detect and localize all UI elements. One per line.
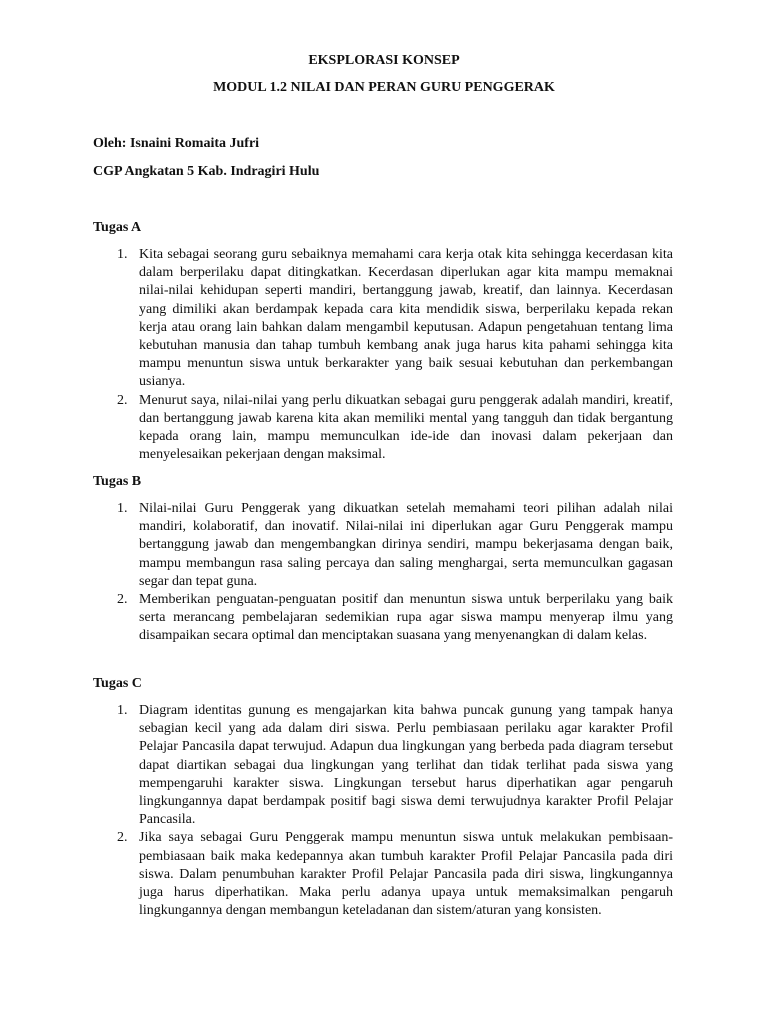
list-item-number: 2. (117, 592, 128, 608)
list-item-text: Diagram identitas gunung es mengajarkan kita bahwa puncak gunung yang tampak hanya sebagian kecil yang ada dalam diri siswa. Perlu pembiasaan perilaku agar karakter Profil Pelajar Pancasila dapat terwujud. Adapun dua lingkungan yang berbeda pada diagram tersebut dapat diartikan sebagai dua lingkungan yang terlihat dan tidak terlihat pada siswa yang mempengaruhi karakter siswa. Lingkungan tersebut harus diperhatikan agar pengaruh lingkungannya dapat berdampak positif bagi siswa demi terwujudnya karakter Profil Pelajar Pancasila. (139, 703, 673, 828)
list-item-text: Menurut saya, nilai-nilai yang perlu dikuatkan sebagai guru penggerak adalah mandiri, kreatif, dan bertanggung jawab karena kita akan memiliki mental yang tangguh dan tidak bergantung kepada orang lain, mampu memunculkan ide-ide dan inovasi dalam pekerjaan dan menyelesaikan pekerjaan dengan maksimal. (139, 392, 673, 463)
section-list-tugas-c (0, 702, 768, 920)
list-item-number: 1. (117, 501, 128, 516)
document-title: EKSPLORASI KONSEP (308, 53, 460, 68)
list-item-number: 1. (117, 703, 128, 718)
list-item-text: Jika saya sebagai Guru Penggerak mampu menuntun siswa untuk melakukan pembisaan-pembiasaan baik maka kedepannya akan tumbuh karakter Profil Pelajar Pancasila pada diri siswa. Dalam penumbuhan karakter Profil Pelajar Pancasila pada diri siswa, lingkungannya juga harus diperhatikan. Maka perlu adanya upaya untuk memaksimalkan pengaruh lingkungannya dengan membangun keteladanan dan sistem/aturan yang konsisten. (139, 830, 673, 919)
list-item (117, 702, 673, 829)
cohort-line: CGP Angkatan 5 Kab. Indragiri Hulu (93, 164, 320, 179)
list-item (117, 591, 673, 646)
list-item (117, 392, 673, 465)
list-item-number: 2. (117, 392, 128, 408)
list-item-text: Nilai-nilai Guru Penggerak yang dikuatkan setelah memahami teori pilihan adalah nilai mandiri, kolaboratif, dan inovatif. Nilai-nilai ini diperlukan agar Guru Penggerak mampu bertanggung jawab dan mengembangkan dirinya sendiri, mampu bekerjasama dengan baik, mampu membangun rasa saling percaya dan saling menghargai, serta memunculkan gagasan segar dan tepat guna. (139, 501, 673, 589)
list-item-number: 2. (117, 830, 128, 846)
section-list-tugas-a (0, 246, 768, 464)
list-item (117, 500, 673, 591)
list-item (117, 246, 673, 392)
document-subtitle: MODUL 1.2 NILAI DAN PERAN GURU PENGGERAK (213, 80, 555, 95)
list-item (117, 829, 673, 920)
section-list-tugas-b (0, 500, 768, 646)
list-item-text: Kita sebagai seorang guru sebaiknya memahami cara kerja otak kita sehingga kecerdasan kita dalam berperilaku dapat ditingkatkan. Kecerdasan diperlukan agar kita mampu memaknai nilai-nilai kehidupan seperti mandiri, bertanggung jawab, kreatif, dan lainnya. Kecerdasan yang dimiliki akan berdampak kepada cara kita mendidik siswa, berperilaku kepada rekan kerja atau orang lain bahkan dalam mengambil keputusan. Adapun pengetahuan tentang lima kebutuhan manusia dan tahap tumbuh kembang anak juga harus kita pahami sehingga kita mampu menuntun siswa untuk berkarakter yang baik sesuai kebutuhan dan perkembangan usianya. (139, 247, 673, 390)
list-item-text: Memberikan penguatan-penguatan positif dan menuntun siswa untuk berperilaku yang baik serta merancang pembelajaran sedemikian rupa agar siswa mampu menyerap ilmu yang disampaikan secara optimal dan menciptakan suasana yang menyenangkan di dalam kelas. (139, 592, 673, 644)
section-heading-tugas-b: Tugas B (93, 474, 142, 489)
section-heading-tugas-a: Tugas A (93, 220, 142, 235)
section-heading-tugas-c: Tugas C (93, 676, 142, 691)
list-item-number: 1. (117, 247, 128, 262)
author-line: Oleh: Isnaini Romaita Jufri (93, 136, 260, 151)
